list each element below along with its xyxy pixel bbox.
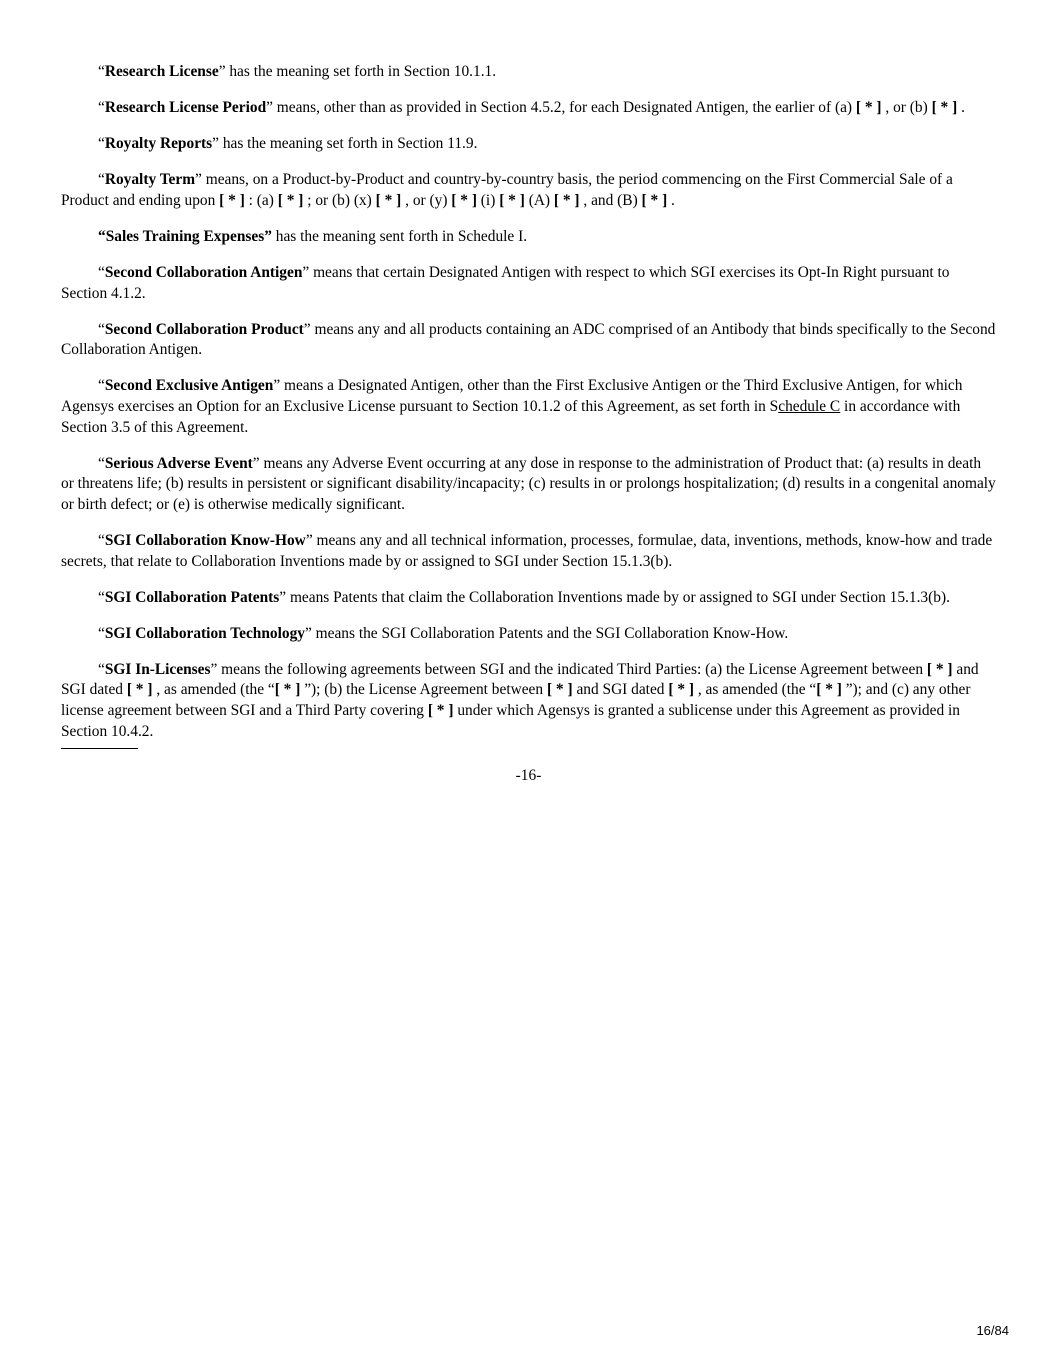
definition-bold-text: [ * ] bbox=[427, 702, 454, 720]
definitions-list bbox=[61, 62, 996, 742]
definition-text: , and (B) bbox=[579, 191, 642, 209]
definition-text: ” means any and all technical information, processes, formulae, data, inventions, methods, know-how and trade secrets, that relate to Collaboration Inventions made by or assigned to SGI under Section 15.1.3(b). bbox=[61, 532, 993, 570]
definition-text: has the meaning sent forth in Schedule I. bbox=[271, 227, 528, 245]
definition-bold-text: [ * ] bbox=[499, 191, 525, 209]
page-number: -16- bbox=[515, 766, 542, 784]
definition-bold-text: [ * ] bbox=[277, 191, 304, 209]
definition-text: , or (y) bbox=[401, 191, 452, 209]
definition-text: ” means, on a Product-by-Product and country-by-country basis, the period commencing on the First Commercial Sale of a Product and ending upon bbox=[61, 171, 953, 209]
definition-bold-text: [ * ] bbox=[668, 681, 694, 699]
definition-bold-text: Second Collaboration Product bbox=[104, 320, 304, 338]
definition-bold-text: [ * ] bbox=[816, 681, 842, 699]
definition-bold-text: [ * ] bbox=[375, 191, 402, 209]
definition-paragraph bbox=[61, 320, 996, 361]
definition-paragraph bbox=[61, 263, 996, 304]
definition-text: ” has the meaning set forth in Section 10.1.1. bbox=[218, 63, 497, 80]
definition-paragraph bbox=[61, 624, 996, 645]
definition-text: ” means Patents that claim the Collaboration Inventions made by or assigned to SGI under Section 15.1.3(b). bbox=[279, 588, 950, 606]
definition-text: (A) bbox=[524, 191, 554, 209]
definition-text: ”); (b) the License Agreement between bbox=[300, 681, 547, 699]
definition-text: ” means the following agreements between SGI and the indicated Third Parties: (a) the License Agreement between bbox=[210, 660, 927, 678]
definition-text: “ bbox=[98, 171, 105, 189]
footnote-rule bbox=[61, 748, 138, 749]
underlined-text: chedule C bbox=[778, 398, 841, 416]
definition-bold-text: SGI Collaboration Know-How bbox=[104, 532, 306, 549]
definition-bold-text: SGI In-Licenses bbox=[104, 660, 211, 678]
definition-bold-text: “Sales Training Expenses” bbox=[98, 227, 272, 245]
definition-text: ” means that certain Designated Antigen with respect to which SGI exercises its Opt-In Right pursuant to Section 4.1.2. bbox=[61, 264, 950, 302]
definition-bold-text: [ * ] bbox=[451, 191, 477, 209]
definition-paragraph bbox=[61, 62, 996, 83]
definition-bold-text: [ * ] bbox=[126, 681, 153, 699]
definition-text: ” means any and all products containing an ADC comprised of an Antibody that binds specifically to the Second Collaboration Antigen. bbox=[61, 320, 996, 359]
definition-text: “ bbox=[98, 320, 105, 338]
document-page bbox=[61, 62, 996, 786]
definition-text: (i) bbox=[476, 191, 500, 209]
page-counter: 16/84 bbox=[976, 1323, 1009, 1338]
definition-text: “ bbox=[98, 660, 105, 678]
definition-text: “ bbox=[98, 532, 105, 549]
definition-text: “ bbox=[98, 63, 105, 80]
definition-bold-text: [ * ] bbox=[926, 660, 953, 678]
definition-text: “ bbox=[98, 377, 105, 395]
definition-text: “ bbox=[98, 588, 105, 606]
definition-text: and SGI dated bbox=[572, 681, 669, 699]
definition-text: , as amended (the “ bbox=[152, 681, 275, 699]
definition-text: , as amended (the “ bbox=[694, 681, 817, 699]
definition-paragraph bbox=[61, 660, 996, 742]
definition-text: ” means, other than as provided in Section 4.5.2, for each Designated Antigen, the earlier of (a) bbox=[266, 99, 856, 117]
definition-paragraph bbox=[61, 134, 996, 155]
definition-text: ; or (b) (x) bbox=[303, 191, 376, 209]
definition-text: “ bbox=[98, 99, 105, 117]
definition-paragraph bbox=[61, 98, 996, 119]
definition-bold-text: [ * ] bbox=[641, 191, 668, 209]
definition-paragraph bbox=[61, 454, 996, 516]
definition-paragraph bbox=[61, 227, 996, 248]
definition-text: “ bbox=[98, 454, 105, 472]
definition-bold-text: [ * ] bbox=[855, 99, 882, 117]
definition-text: ”); and (c) any other license agreement between SGI and a Third Party covering bbox=[61, 681, 971, 720]
definition-bold-text: Royalty Reports bbox=[104, 135, 213, 153]
definition-bold-text: Research License bbox=[104, 63, 219, 80]
definition-text: and SGI dated bbox=[61, 660, 979, 699]
definition-bold-text: Second Exclusive Antigen bbox=[104, 377, 274, 395]
definition-text: ” has the meaning set forth in Section 11.9. bbox=[212, 135, 478, 153]
definition-text: “ bbox=[98, 624, 105, 642]
definition-text: . bbox=[957, 99, 965, 117]
definition-bold-text: Royalty Term bbox=[104, 171, 196, 189]
definition-bold-text: [ * ] bbox=[219, 191, 245, 209]
definition-text: ” means a Designated Antigen, other than the First Exclusive Antigen or the Third Exclusive Antigen, for which Agensys exercises an Option for an Exclusive License pursuant to Section 10.1.2 of this Agreement, as set forth in S bbox=[61, 377, 963, 416]
definition-bold-text: [ * ] bbox=[274, 681, 301, 699]
definition-text: : (a) bbox=[244, 191, 278, 209]
definition-text: under which Agensys is granted a sublicense under this Agreement as provided in Section 10.4.2. bbox=[61, 702, 960, 740]
definition-bold-text: SGI Collaboration Technology bbox=[104, 624, 305, 642]
definition-paragraph bbox=[61, 588, 996, 609]
definition-paragraph bbox=[61, 376, 996, 438]
definition-bold-text: Serious Adverse Event bbox=[104, 454, 253, 472]
definition-text: ” means the SGI Collaboration Patents and the SGI Collaboration Know-How. bbox=[304, 624, 789, 642]
definition-text: . bbox=[667, 191, 675, 209]
definition-paragraph bbox=[61, 531, 996, 572]
definition-bold-text: Second Collaboration Antigen bbox=[104, 264, 303, 282]
definition-bold-text: [ * ] bbox=[931, 99, 958, 117]
definition-text: , or (b) bbox=[881, 99, 932, 117]
definition-text: in accordance with Section 3.5 of this Agreement. bbox=[61, 398, 961, 436]
definition-bold-text: Research License Period bbox=[104, 99, 267, 117]
definition-bold-text: SGI Collaboration Patents bbox=[104, 588, 280, 606]
definition-paragraph bbox=[61, 170, 996, 211]
definition-text: ” means any Adverse Event occurring at any dose in response to the administration of Product that: (a) results in death or threatens life; (b) results in persistent or significant disability/incapacity; (c) results in or prolongs hospitalization; (d) results in a congenital anomaly or birth defect; or (e) is otherwise medically significant. bbox=[61, 454, 996, 513]
definition-text: “ bbox=[98, 264, 105, 282]
definition-bold-text: [ * ] bbox=[553, 191, 580, 209]
definition-text: “ bbox=[98, 135, 105, 153]
definition-bold-text: [ * ] bbox=[546, 681, 573, 699]
